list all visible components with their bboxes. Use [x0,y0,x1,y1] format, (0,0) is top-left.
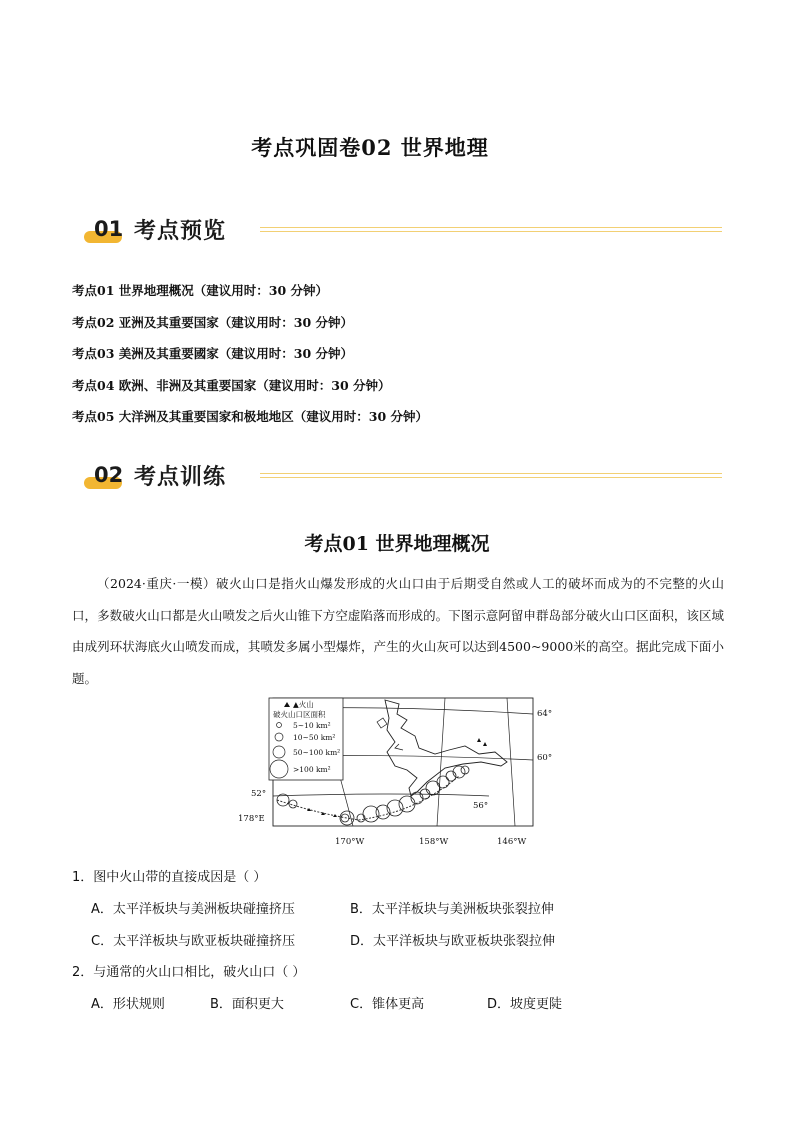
longitude-label: 170°W [335,837,365,847]
answer-option[interactable]: C．太平洋板块与欧亚板块碰撞挤压 [91,934,296,949]
question-stem: 1．图中火山带的直接成因是（ ） [72,870,267,885]
section-label: 考点预览 [134,219,227,244]
toc-item: 考点04 欧洲、非洲及其重要国家（建议用时：30 分钟） [72,377,391,393]
legend-item: >100 km² [293,765,331,774]
section-header-training [82,463,722,497]
legend-item: 5~10 km² [293,721,331,730]
answer-option[interactable]: D．坡度更陡 [487,997,563,1012]
question-stem: 2．与通常的火山口相比，破火山口（ ） [72,965,306,980]
longitude-label: 158°W [419,837,449,847]
section-rule [260,227,722,228]
section-rule [260,473,722,474]
passage-text: （2024·重庆·一模）破火山口是指火山爆发形成的火山口由于后期受自然或人工的破坏而成为的不完整的火山口，多数破火山口都是火山喷发之后火山锥下方空虚陷落而形成的。下图示意阿留申群岛部分破火山口区面积，该区域由成列环状海底火山喷发而成，其喷发多属小型爆炸，产生的火山灰可以达到4500~9000米的高空。据此完成下面小题。 [72,576,724,686]
answer-option[interactable]: B．面积更大 [210,997,284,1012]
toc-item: 考点01 世界地理概况（建议用时：30 分钟） [72,283,328,298]
toc-item: 考点05 大洋洲及其重要国家和极地地区（建议用时：30 分钟） [72,409,428,424]
answer-option[interactable]: A．形状规则 [91,997,165,1012]
section-label: 考点训练 [134,465,227,490]
latitude-label: 56° [473,801,489,811]
latitude-label: 64° [537,709,553,719]
toc-item: 考点03 美洲及其重要國家（建议用时：30 分钟） [72,346,353,361]
latitude-label: 52° [251,789,267,799]
legend-title-volcano: ▲火山 [293,700,314,709]
longitude-label: 178°E [238,814,265,824]
section-subtitle: 考点01 世界地理概况 [304,533,490,555]
toc-item: 考点02 亚洲及其重要国家（建议用时：30 分钟） [72,314,353,330]
latitude-label: 60° [537,753,553,763]
section-number: 02 [94,463,124,487]
section-rule [260,477,722,478]
toc-list [72,283,428,441]
legend-item: 50~100 km² [293,748,341,757]
answer-option[interactable]: C．锥体更高 [350,997,425,1012]
document-title: 考点巩固卷02 世界地理 [251,135,489,160]
section-rule [260,231,722,232]
legend-title-caldera: 破火山口区面积 [273,710,326,719]
answer-option[interactable]: D．太平洋板块与欧亚板块张裂拉伸 [350,934,556,949]
longitude-label: 146°W [497,837,527,847]
section-number: 01 [94,217,124,241]
answer-option[interactable]: A．太平洋板块与美洲板块碰撞挤压 [91,902,295,917]
legend-item: 10~50 km² [293,733,336,742]
section-header-overview [82,217,722,251]
aleutian-caldera-map [238,696,553,847]
answer-option[interactable]: B．太平洋板块与美洲板块张裂拉伸 [350,902,554,917]
